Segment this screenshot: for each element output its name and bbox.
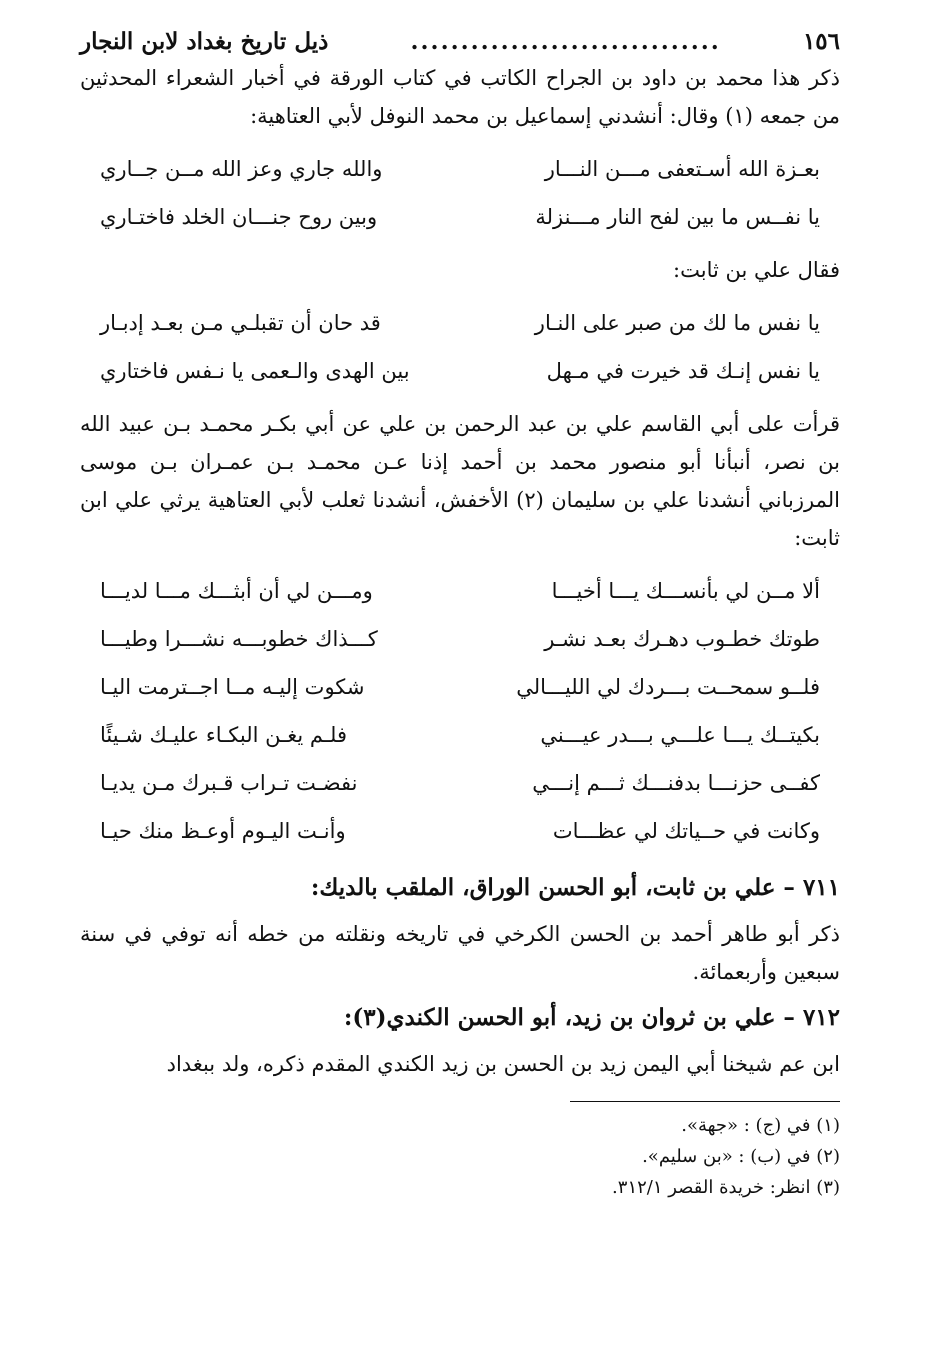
verse-hemistich-left: قد حان أن تقبلـي مـن بعـد إدبـار: [100, 311, 381, 335]
verse-hemistich-left: فلـم يغـن البكـاء عليـك شـيئًا: [100, 723, 348, 747]
verse-line: [100, 347, 820, 395]
verse-hemistich-left: بين الهدى والـعمى يا نـفس فاختاري: [100, 359, 410, 383]
verse-line: [100, 663, 820, 711]
verses-block-2: [100, 299, 820, 395]
verses-block-1: [100, 145, 820, 241]
verse-line: [100, 807, 820, 855]
verse-line: [100, 299, 820, 347]
verse-hemistich-right: يا نفس ما لك من صبر على النـار: [534, 311, 820, 335]
verse-line: [100, 145, 820, 193]
verse-hemistich-left: كـــذاك خطوبـــه نشـــرا وطيـــا: [100, 627, 378, 651]
entry-711-title: ٧١١ – علي بن ثابت، أبو الحسن الوراق، الملقب بالديك:: [310, 874, 840, 901]
intro-paragraph: ذكر هذا محمد بن داود بن الجراح الكاتب في كتاب الورقة في أخبار الشعراء المحدثين من جمعه (١) وقال: أنشدني إسماعيل بن محمد النوفل لأبي العتاهية:: [80, 66, 840, 128]
header-dots: ...............................: [410, 28, 721, 55]
verse-hemistich-right: يا نفــس ما بين لفح النار مـــنزلة: [535, 205, 820, 229]
entry-712-text: ابن عم شيخنا أبي اليمن زيد بن الحسن بن زيد الكندي المقدم ذكره، ولد ببغداد: [166, 1052, 840, 1076]
verse-hemistich-right: يا نفس إنـك قد خيرت في مـهل: [546, 359, 820, 383]
verse-hemistich-left: نفضـت تـراب قـبرك مـن يديـا: [100, 771, 358, 795]
verse-hemistich-left: شكوت إليـه مــا اجــترمت اليـا: [100, 675, 365, 699]
reply-intro: فقال علي بن ثابت:: [673, 258, 840, 282]
isnad-paragraph: قرأت على أبي القاسم علي بن عبد الرحمن بن علي عن أبي بكـر محمـد بـن عبيد الله بن نصر، أنبأنا أبو منصور محمد بن أحمد إذنا عـن محمـد بـن عمـران بـن موسى المرزباني أنشدنا علي بن سليمان (٢) الأخفش، أنشدنا ثعلب لأبي العتاهية يرثي علي ابن ثابت:: [80, 412, 840, 550]
footnote: (٢) في (ب) : «بن سليم».: [642, 1146, 840, 1167]
verse-hemistich-right: طوتك خطـوب دهـرك بعـد نشـر: [544, 627, 820, 651]
verse-hemistich-right: ألا مــن لي بأنســـك يـــا أخيـــا: [551, 579, 820, 603]
verse-hemistich-right: بكيتــك يـــا علـــي بـــدر عيـــني: [540, 723, 820, 747]
entry-712-title: ٧١٢ – علي بن ثروان بن زيد، أبو الحسن الكندي(٣):: [343, 1004, 840, 1031]
footnote: (١) في (ج) : «جهة».: [681, 1115, 840, 1136]
entry-711-text: ذكر أبو طاهر أحمد بن الحسن الكرخي في تاريخه ونقلته من خطه أنه توفي في سنة سبعين وأربعمائة.: [80, 922, 840, 984]
verse-hemistich-right: بعـزة الله أسـتعفى مـــن النـــار: [544, 157, 820, 181]
verses-block-3: [100, 567, 820, 855]
page-header: [80, 28, 840, 59]
verse-hemistich-right: وكانت في حــياتك لي عظـــات: [552, 819, 820, 843]
verse-hemistich-left: والله جاري وعز الله مــن جــاري: [100, 157, 383, 181]
verse-line: [100, 759, 820, 807]
verse-hemistich-right: فلــو سمحــت بـــردك لي الليـــالي: [516, 675, 820, 699]
verse-hemistich-right: كفــى حزنـــا بدفنـــك ثـــم إنـــي: [532, 771, 820, 795]
page-number: ١٥٦: [802, 28, 840, 55]
verse-hemistich-left: وأنـت اليـوم أوعـظ منك حيـا: [100, 819, 346, 843]
verse-line: [100, 193, 820, 241]
verse-hemistich-left: ومـــن لي أن أبثـــك مـــا لديـــا: [100, 579, 373, 603]
verse-line: [100, 615, 820, 663]
verse-line: [100, 711, 820, 759]
footnote: (٣) انظر: خريدة القصر ٣١٢/١.: [612, 1177, 840, 1198]
book-title: ذيل تاريخ بغداد لابن النجار: [80, 28, 329, 55]
footnote-divider: [570, 1101, 840, 1102]
verse-line: [100, 567, 820, 615]
document-page: [80, 28, 840, 1203]
verse-hemistich-left: وبين روح جنـــان الخلد فاختـاري: [100, 205, 378, 229]
